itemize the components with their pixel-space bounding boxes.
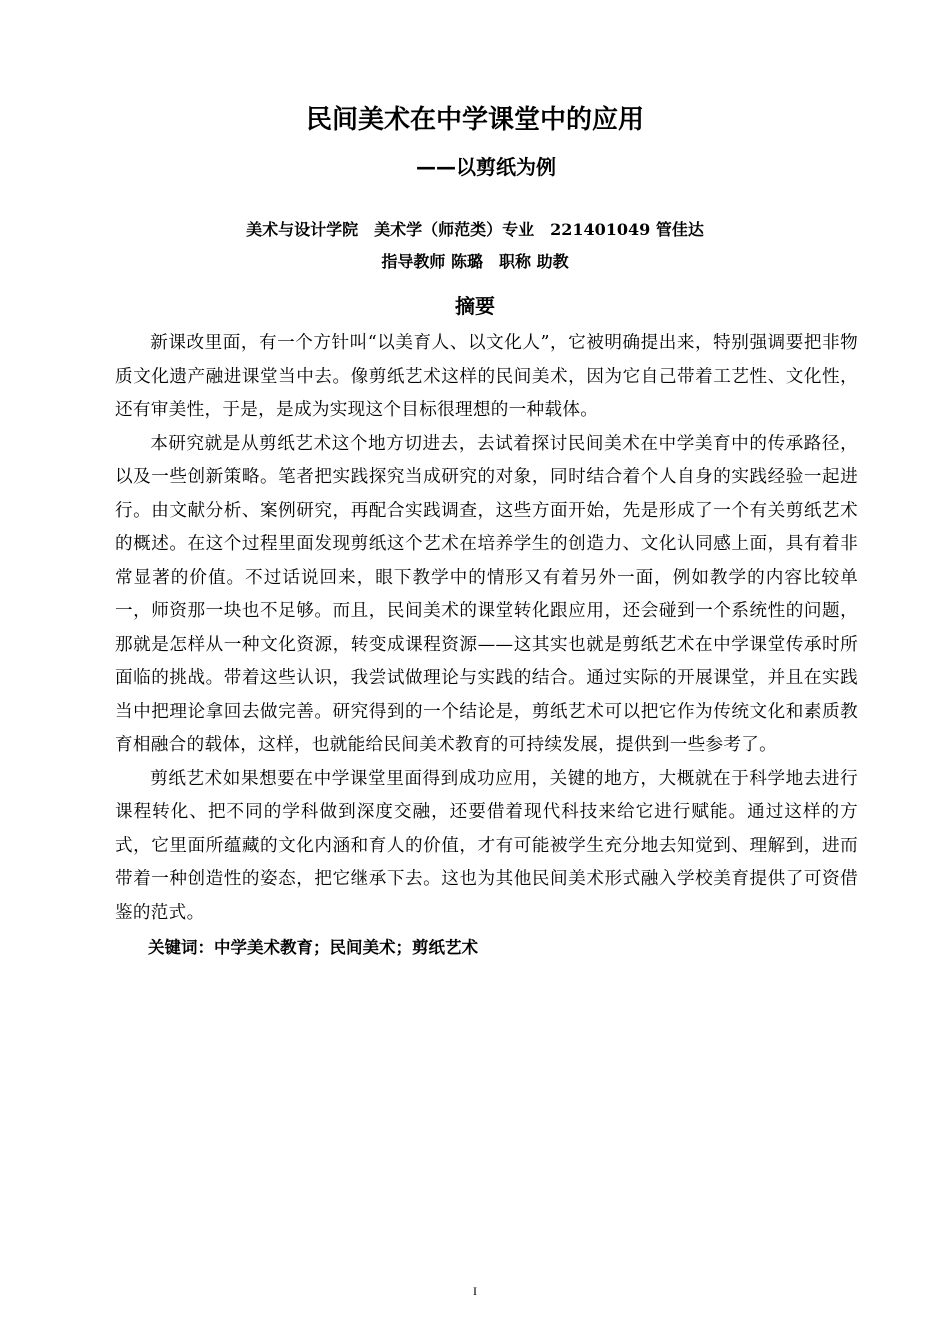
abstract-body: [115, 327, 858, 964]
keywords-line: 关键词：中学美术教育；民间美术；剪纸艺术: [148, 938, 478, 957]
abstract-paragraph: 新课改里面，有一个方针叫“以美育人、以文化人”，它被明确提出来，特别强调要把非物质文化遗产融进课堂当中去。像剪纸艺术这样的民间美术，因为它自己带着工艺性、文化性，还有审美性，于是，是成为实现这个目标很理想的一种载体。: [115, 333, 858, 420]
paper-subtitle: ——以剪纸为例: [416, 155, 556, 179]
abstract-heading: 摘要: [455, 294, 495, 318]
advisor-info: 指导教师 陈璐 职称 助教: [381, 252, 569, 271]
page-number: I: [473, 1284, 477, 1298]
paper-title: 民间美术在中学课堂中的应用: [305, 105, 644, 135]
abstract-paragraph: 剪纸艺术如果想要在中学课堂里面得到成功应用，关键的地方，大概就在于科学地去进行课程转化、把不同的学科做到深度交融，还要借着现代科技来给它进行赋能。通过这样的方式，它里面所蕴藏的文化内涵和育人的价值，才有可能被学生充分地去知觉到、理解到，进而带着一种创造性的姿态，把它继承下去。这也为其他民间美术形式融入学校美育提供了可资借鉴的范式。: [115, 768, 858, 923]
author-info: 美术与设计学院 美术学（师范类）专业 221401049 管佳达: [246, 220, 704, 239]
abstract-paragraph: 本研究就是从剪纸艺术这个地方切进去，去试着探讨民间美术在中学美育中的传承路径，以及一些创新策略。笔者把实践探究当成研究的对象，同时结合着个人自身的实践经验一起进行。由文献分析、案例研究，再配合实践调查，这些方面开始，先是形成了一个有关剪纸艺术的概述。在这个过程里面发现剪纸这个艺术在培养学生的创造力、文化认同感上面，具有着非常显著的价值。不过话说回来，眼下教学中的情形又有着另外一面，例如教学的内容比较单一，师资那一块也不足够。而且，民间美术的课堂转化跟应用，还会碰到一个系统性的问题，那就是怎样从一种文化资源，转变成课程资源——这其实也就是剪纸艺术在中学课堂传承时所面临的挑战。带着这些认识，我尝试做理论与实践的结合。通过实际的开展课堂，并且在实践当中把理论拿回去做完善。研究得到的一个结论是，剪纸艺术可以把它作为传统文化和素质教育相融合的载体，这样，也就能给民间美术教育的可持续发展，提供到一些参考了。: [115, 433, 858, 755]
